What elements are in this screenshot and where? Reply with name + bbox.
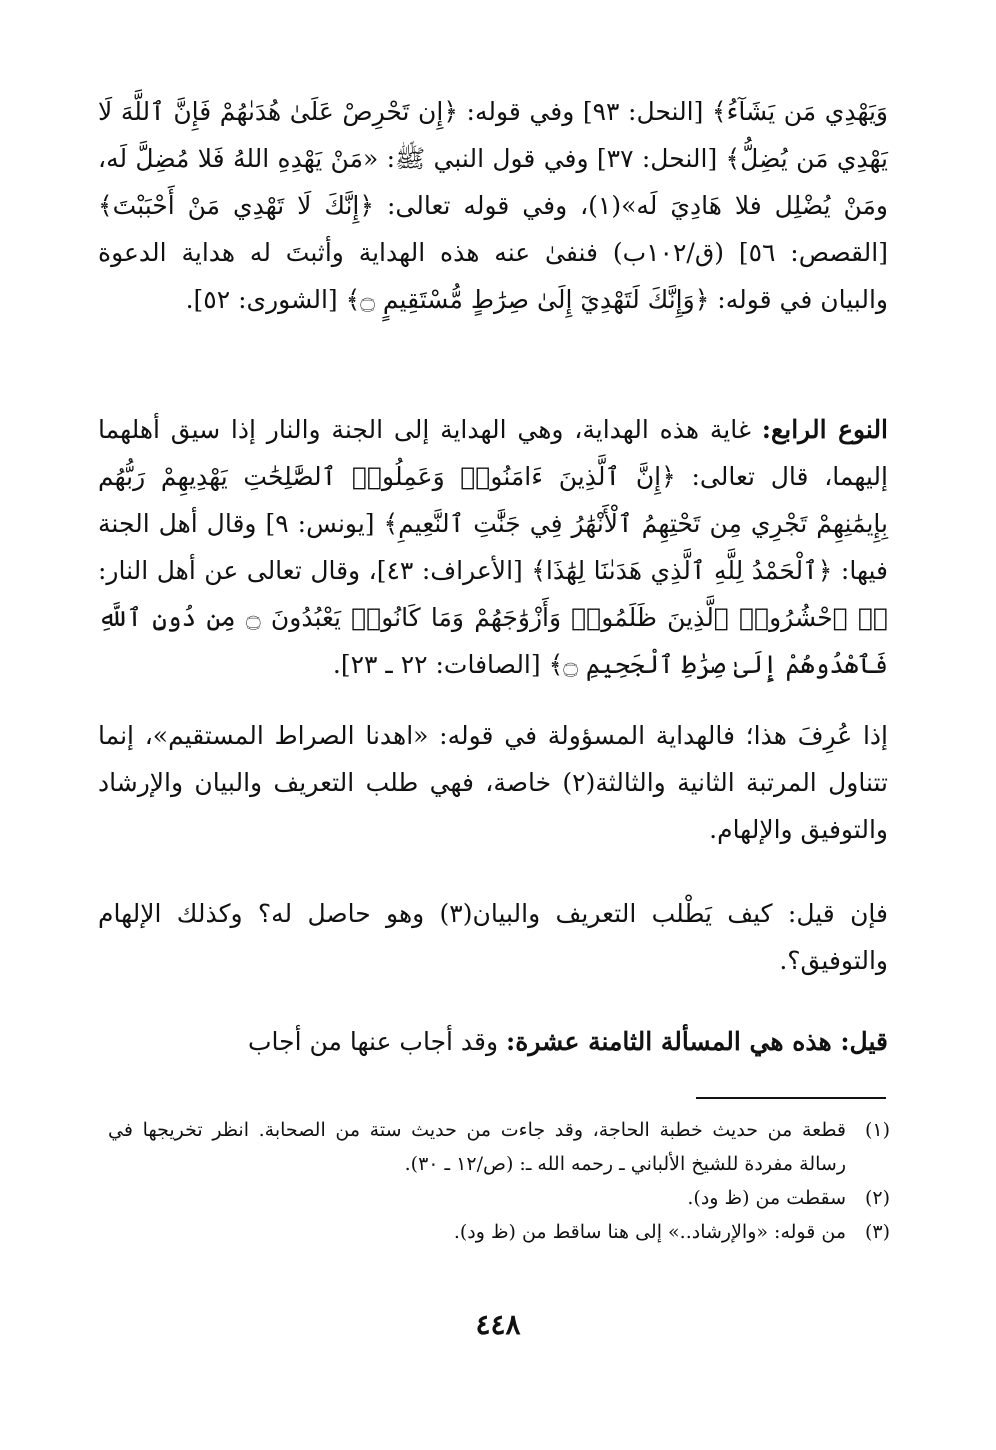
footnote-number: (١) (864, 1119, 890, 1141)
paragraph-3-text: إذا عُرِفَ هذا؛ فالهداية المسؤولة في قوله: «اهدنا الصراط المستقيم»، إنما تتناول المرتبة الثانية والثالثة(٢) خاصة، فهي طلب التعريف والبيان والإرشاد والتوفيق والإلهام. (98, 721, 888, 844)
page-number: ٤٤٨ (475, 1308, 521, 1341)
footnote-text: من قوله: «والإرشاد..» إلى هنا ساقط من (ظ ود). (453, 1221, 846, 1243)
paragraph-5-text: وقد أجاب عنها من أجاب (248, 1027, 499, 1056)
footnote-3 (108, 1215, 890, 1249)
footnote-separator (696, 1097, 886, 1099)
paragraph-5 (98, 1018, 888, 1065)
footnote-text: قطعة من حديث خطبة الحاجة، وقد جاءت من حديث ستة من الصحابة. انظر تخريجها في رسالة مفردة للشيخ الألباني ـ رحمه الله ـ: (ص/١٢ ـ ٣٠). (108, 1119, 846, 1175)
paragraph-2 (98, 406, 888, 688)
footnotes (108, 1113, 890, 1249)
footnote-text: سقطت من (ظ ود). (687, 1187, 846, 1209)
paragraph-2-lead: النوع الرابع: (761, 415, 889, 444)
paragraph-4-text: فإن قيل: كيف يَطْلب التعريف والبيان(٣) وهو حاصل له؟ وكذلك الإلهام والتوفيق؟. (98, 899, 888, 975)
footnote-number: (٣) (864, 1221, 890, 1243)
footnote-number: (٢) (864, 1187, 890, 1209)
footnote-1 (108, 1113, 890, 1181)
paragraph-1 (98, 88, 888, 323)
paragraph-5-lead: قيل: هذه هي المسألة الثامنة عشرة: (506, 1027, 888, 1056)
paragraph-3 (98, 712, 888, 853)
paragraph-2-text: غاية هذه الهداية، وهي الهداية إلى الجنة والنار إذا سيق أهلهما إليهما، قال تعالى: ﴿إِنَّ ٱلَّذِينَ ءَامَنُوا۟ وَعَمِلُوا۟ ٱلصَّٰلِحَٰتِ يَهْدِيهِمْ رَبُّهُم بِإِيمَٰنِهِمْ تَجْرِي مِن تَحْتِهِمُ ٱلْأَنْهَٰرُ فِي جَنَّٰتِ ٱلنَّعِيمِ﴾ [يونس: ٩] وقال أهل الجنة فيها: ﴿ٱلْحَمْدُ لِلَّهِ ٱلَّذِي هَدَىٰنَا لِهَٰذَا﴾ [الأعراف: ٤٣]، وقال تعالى عن أهل النار: ﴿۞ ٱحْشُرُوا۟ ٱلَّذِينَ ظَلَمُوا۟ وَأَزْوَٰجَهُمْ وَمَا كَانُوا۟ يَعْبُدُونَ ۝ مِن دُونِ ٱللَّهِ فَٱهْدُوهُمْ إِلَىٰ صِرَٰطِ ٱلْجَحِيمِ ۝﴾ [الصافات: ٢٢ ـ ٢٣]. (98, 415, 889, 679)
paragraph-4 (98, 890, 888, 984)
paragraph-1-text: وَيَهْدِي مَن يَشَآءُ﴾ [النحل: ٩٣] وفي قوله: ﴿إِن تَحْرِصْ عَلَىٰ هُدَىٰهُمْ فَإِنَّ ٱللَّهَ لَا يَهْدِي مَن يُضِلُّ﴾ [النحل: ٣٧] وفي قول النبي ﷺ: «مَنْ يَهْدِهِ اللهُ فَلا مُضِلَّ لَه، ومَنْ يُضْلِل فلا هَادِيَ لَه»(١)، وفي قوله تعالى: ﴿إِنَّكَ لَا تَهْدِي مَنْ أَحْبَبْتَ﴾ [القصص: ٥٦] (ق/١٠٢ب) فنفىٰ عنه هذه الهداية وأثبتَ له هداية الدعوة والبيان في قوله: ﴿وَإِنَّكَ لَتَهْدِيٓ إِلَىٰ صِرَٰطٍ مُّسْتَقِيمٍ ۝﴾ [الشورى: ٥٢]. (98, 97, 888, 314)
footnote-2 (108, 1181, 890, 1215)
